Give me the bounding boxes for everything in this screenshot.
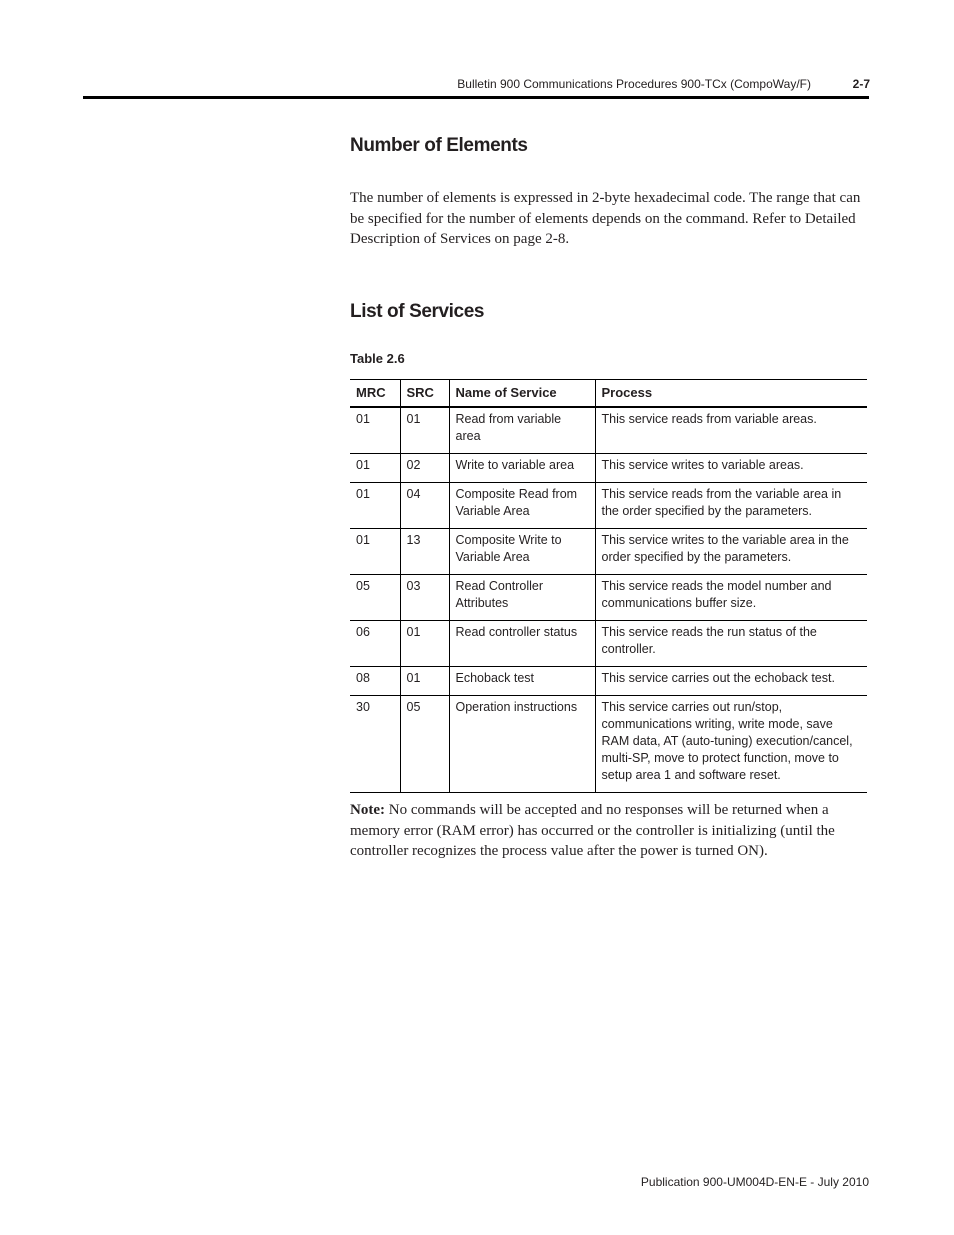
- cell-mrc: 06: [350, 621, 400, 667]
- number-of-elements-paragraph: The number of elements is expressed in 2-byte hexadecimal code. The range that can be specified for the number of elements depends on the command. Refer to Detailed Description of Services on page 2-8.: [350, 190, 861, 247]
- cell-service-name: Operation instructions: [449, 696, 595, 793]
- header-rule: [83, 96, 869, 99]
- cell-src: 01: [400, 667, 449, 696]
- table-row: [350, 696, 867, 793]
- table-row: [350, 667, 867, 696]
- header-src: SRC: [400, 380, 449, 408]
- page-number: 2-7: [852, 77, 870, 91]
- header-mrc: MRC: [350, 380, 400, 408]
- cell-process: This service reads the run status of the controller.: [595, 621, 867, 667]
- cell-src: 01: [400, 621, 449, 667]
- cell-src: 02: [400, 454, 449, 483]
- cell-mrc: 01: [350, 529, 400, 575]
- header-name-of-service: Name of Service: [449, 380, 595, 408]
- cell-service-name: Composite Write to Variable Area: [449, 529, 595, 575]
- cell-process: This service writes to the variable area in the order specified by the parameters.: [595, 529, 867, 575]
- cell-src: 05: [400, 696, 449, 793]
- header-process: Process: [595, 380, 867, 408]
- table-row: [350, 529, 867, 575]
- cell-mrc: 08: [350, 667, 400, 696]
- table-row: [350, 575, 867, 621]
- cell-mrc: 01: [350, 483, 400, 529]
- cell-service-name: Read Controller Attributes: [449, 575, 595, 621]
- cell-service-name: Write to variable area: [449, 454, 595, 483]
- cell-process: This service carries out run/stop, communications writing, write mode, save RAM data, AT (auto-tuning) execution/cancel, multi-SP, move to protect function, move to setup area 1 and software reset.: [595, 696, 867, 793]
- table-row: [350, 483, 867, 529]
- note-label: Note:: [350, 802, 385, 818]
- cell-src: 03: [400, 575, 449, 621]
- cell-mrc: 05: [350, 575, 400, 621]
- cell-process: This service writes to variable areas.: [595, 454, 867, 483]
- section-heading-number-of-elements: Number of Elements: [350, 135, 528, 156]
- running-header: Bulletin 900 Communications Procedures 900-TCx (CompoWay/F): [457, 77, 811, 91]
- cell-mrc: 30: [350, 696, 400, 793]
- table-caption: Table 2.6: [350, 351, 405, 366]
- publication-footer: Publication 900-UM004D-EN-E - July 2010: [640, 1175, 869, 1189]
- note-text: No commands will be accepted and no responses will be returned when a memory error (RAM error) has occurred or the controller is initializing (until the controller recognizes the process value after the power is turned ON).: [350, 802, 835, 859]
- cell-src: 01: [400, 407, 449, 454]
- cell-service-name: Read controller status: [449, 621, 595, 667]
- cell-process: This service reads from the variable area in the order specified by the parameters.: [595, 483, 867, 529]
- note-paragraph: [350, 800, 868, 862]
- cell-service-name: Read from variable area: [449, 407, 595, 454]
- cell-process: This service carries out the echoback test.: [595, 667, 867, 696]
- cell-src: 13: [400, 529, 449, 575]
- table-row: [350, 621, 867, 667]
- section-heading-list-of-services: List of Services: [350, 301, 485, 322]
- table-row: [350, 454, 867, 483]
- cell-mrc: 01: [350, 407, 400, 454]
- cell-process: This service reads from variable areas.: [595, 407, 867, 454]
- services-table: [350, 379, 867, 793]
- cell-service-name: Composite Read from Variable Area: [449, 483, 595, 529]
- cell-mrc: 01: [350, 454, 400, 483]
- table-row: [350, 407, 867, 454]
- cell-process: This service reads the model number and communications buffer size.: [595, 575, 867, 621]
- cell-src: 04: [400, 483, 449, 529]
- table-header-row: [350, 380, 867, 408]
- cell-service-name: Echoback test: [449, 667, 595, 696]
